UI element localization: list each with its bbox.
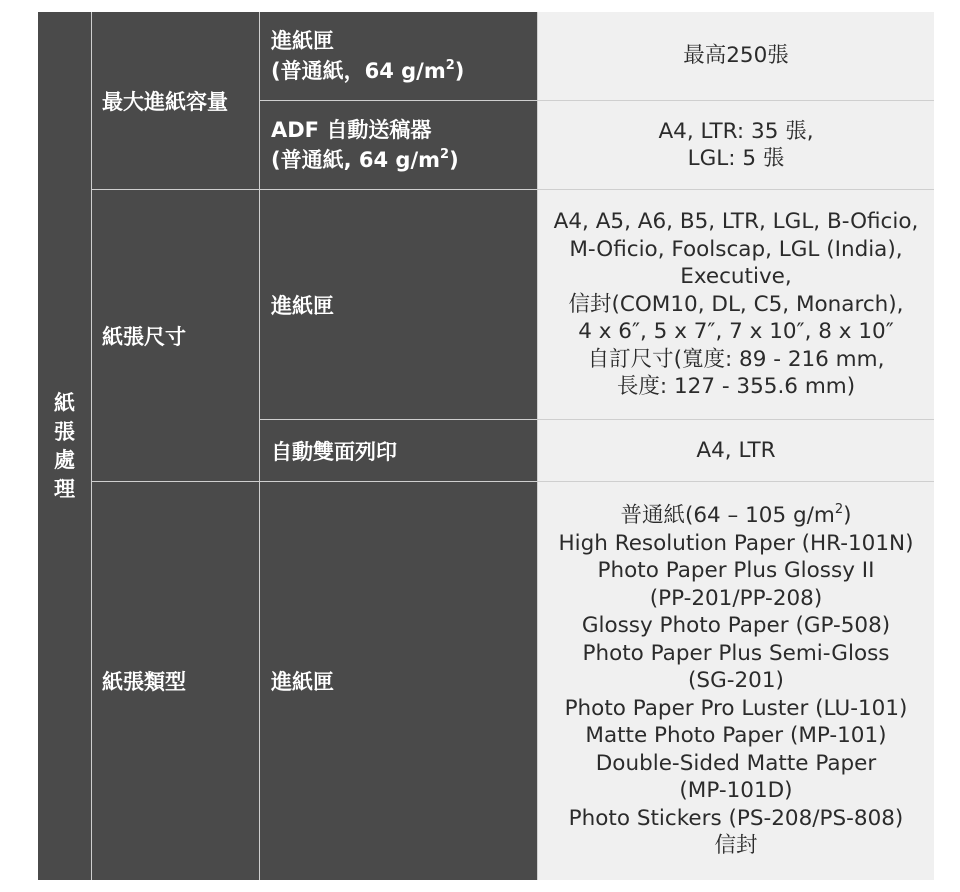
source-sublabel: (普通紙，64 $g/m^2$): [271, 58, 465, 83]
section-char: 理: [54, 476, 75, 501]
value-line: (MP-101D): [679, 778, 793, 804]
value-text: 最高250張: [683, 43, 789, 69]
source-label: 進紙匣: [271, 670, 334, 694]
source-label: 進紙匣: [271, 29, 334, 53]
value-text: A4, LTR: [696, 437, 776, 463]
value-paper-types: [538, 482, 934, 880]
source-paper-tray-capacity: [260, 12, 537, 100]
value-line: 長度: 127 - 355.6 mm): [616, 374, 856, 400]
category-label: 紙張類型: [102, 670, 186, 694]
category-label: 最大進紙容量: [102, 89, 228, 114]
value-line: Matte Photo Paper (MP-101): [585, 723, 887, 749]
value-duplex-sizes: [538, 420, 934, 481]
category-paper-size: [92, 190, 259, 481]
row-divider: [92, 189, 934, 190]
section-char: 張: [54, 419, 75, 444]
value-line: 自訂尺寸(寬度: 89 - 216 mm,: [587, 346, 885, 372]
value-line: High Resolution Paper (HR-101N): [558, 530, 914, 556]
source-adf-capacity: [260, 101, 537, 189]
paper-handling-spec-table: [38, 12, 934, 880]
value-line: (PP-201/PP-208): [649, 585, 823, 611]
value-line: LGL: 5 張: [687, 146, 785, 171]
value-line: Photo Paper Plus Semi-Gloss: [582, 640, 890, 666]
column-divider: [259, 12, 260, 880]
column-divider: [91, 12, 92, 880]
source-label: ADF 自動送稿器: [271, 118, 432, 142]
value-paper-sizes: [538, 190, 934, 419]
source-sublabel: (普通紙, 64 $g/m^2$): [271, 147, 459, 172]
source-paper-tray-type: [260, 482, 537, 880]
value-adf-capacity: [538, 101, 934, 189]
value-line: 普通紙(64 – 105 $g/m^2$): [620, 502, 852, 529]
category-max-capacity: [92, 12, 259, 189]
source-auto-duplex: [260, 420, 537, 481]
source-label: 進紙匣: [271, 293, 334, 318]
category-paper-type: [92, 482, 259, 880]
value-line: A4, A5, A6, B5, LTR, LGL, B-Oficio,: [553, 209, 919, 235]
value-tray-capacity: [538, 12, 934, 100]
value-line: Photo Stickers (PS-208/PS-808): [568, 805, 904, 831]
category-label: 紙張尺寸: [102, 324, 186, 349]
value-line: Glossy Photo Paper (GP-508): [581, 613, 891, 639]
source-paper-tray-size: [260, 190, 537, 419]
section-char: 處: [54, 448, 75, 472]
value-line: M-Oficio, Foolscap, LGL (India),: [569, 236, 903, 262]
value-line: 信封: [714, 833, 758, 859]
row-divider: [92, 481, 934, 482]
value-line: 4 x 6″, 5 x 7″, 7 x 10″, 8 x 10″: [578, 319, 894, 345]
value-line: (SG-201): [688, 668, 784, 694]
row-divider: [260, 419, 934, 420]
source-label: 自動雙面列印: [271, 439, 397, 464]
value-line: 信封(COM10, DL, C5, Monarch),: [568, 291, 904, 317]
value-line: Executive,: [680, 264, 792, 290]
value-line: A4, LTR: 35 張,: [658, 118, 814, 144]
row-divider: [260, 100, 934, 101]
section-header-paper-handling: [38, 12, 91, 880]
value-line: Double-Sided Matte Paper: [595, 750, 877, 776]
column-divider: [537, 12, 538, 880]
value-line: Photo Paper Plus Glossy II: [597, 558, 875, 584]
section-char: 紙: [54, 391, 75, 415]
value-line: Photo Paper Pro Luster (LU-101): [564, 695, 908, 721]
